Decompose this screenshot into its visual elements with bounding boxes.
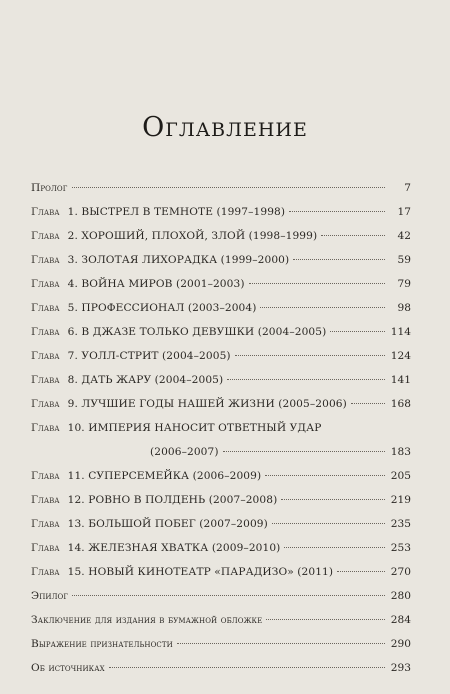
dot-leader	[235, 355, 385, 356]
page-number: 280	[390, 590, 411, 602]
dot-leader	[177, 643, 385, 644]
entry-title: 11. СУПЕРСЕМЕЙКА (2006–2009)	[67, 470, 262, 482]
page-number: 79	[397, 278, 411, 290]
toc-entry	[31, 488, 411, 512]
toc-entry	[31, 608, 411, 632]
toc-entry	[31, 560, 411, 584]
entry-title: 4. ВОЙНА МИРОВ (2001–2003)	[67, 278, 245, 290]
entry-title: Эпилог	[31, 590, 69, 602]
dot-leader	[293, 259, 385, 260]
dot-leader	[337, 571, 385, 572]
page-number: 290	[390, 638, 411, 650]
dot-leader	[266, 619, 385, 620]
toc-entry	[31, 416, 411, 440]
chapter-label: Глава	[31, 470, 60, 482]
toc-entry	[31, 464, 411, 488]
dot-leader	[284, 547, 385, 548]
page-number: 219	[390, 494, 411, 506]
page-number: 59	[397, 254, 411, 266]
toc-entry	[31, 536, 411, 560]
dot-leader	[260, 307, 385, 308]
entry-title: 12. РОВНО В ПОЛДЕНЬ (2007–2008)	[67, 494, 278, 506]
chapter-label: Глава	[31, 326, 60, 338]
entry-title: 9. ЛУЧШИЕ ГОДЫ НАШЕЙ ЖИЗНИ (2005–2006)	[67, 398, 347, 410]
toc-entry	[31, 344, 411, 368]
entry-title: 1. ВЫСТРЕЛ В ТЕМНОТЕ (1997–1998)	[67, 206, 286, 218]
entry-title: 13. БОЛЬШОЙ ПОБЕГ (2007–2009)	[67, 518, 268, 530]
entry-title: Заключение для издания в бумажной обложке	[31, 614, 263, 626]
table-of-contents	[31, 176, 411, 680]
entry-title: Пролог	[31, 182, 68, 194]
page-number: 235	[390, 518, 411, 530]
page-title: Оглавление	[142, 112, 308, 143]
toc-entry	[31, 584, 411, 608]
entry-title: Выражение признательности	[31, 638, 173, 650]
dot-leader	[265, 475, 385, 476]
page-number: 7	[404, 182, 411, 194]
toc-entry	[31, 320, 411, 344]
toc-entry	[31, 296, 411, 320]
dot-leader	[109, 667, 385, 668]
page-number: 284	[390, 614, 411, 626]
page-number: 124	[390, 350, 411, 362]
page-number: 253	[390, 542, 411, 554]
toc-entry	[31, 200, 411, 224]
page-number: 42	[397, 230, 411, 242]
page-number: 141	[390, 374, 411, 386]
chapter-label: Глава	[31, 206, 60, 218]
entry-title: 5. ПРОФЕССИОНАЛ (2003–2004)	[67, 302, 257, 314]
chapter-label: Глава	[31, 398, 60, 410]
entry-title: 14. ЖЕЛЕЗНАЯ ХВАТКА (2009–2010)	[67, 542, 281, 554]
page-number: 114	[390, 326, 411, 338]
chapter-label: Глава	[31, 374, 60, 386]
chapter-label: Глава	[31, 422, 60, 434]
toc-entry	[31, 176, 411, 200]
dot-leader	[223, 451, 385, 452]
entry-title: 15. НОВЫЙ КИНОТЕАТР «ПАРАДИЗО» (2011)	[67, 566, 334, 578]
page-number: 205	[390, 470, 411, 482]
page-number: 17	[397, 206, 411, 218]
toc-entry	[31, 512, 411, 536]
chapter-label: Глава	[31, 230, 60, 242]
dot-leader	[289, 211, 385, 212]
entry-title: Об источниках	[31, 662, 105, 674]
dot-leader	[351, 403, 385, 404]
entry-title: 2. ХОРОШИЙ, ПЛОХОЙ, ЗЛОЙ (1998–1999)	[67, 230, 318, 242]
dot-leader	[321, 235, 385, 236]
chapter-label: Глава	[31, 518, 60, 530]
toc-entry	[31, 632, 411, 656]
dot-leader	[330, 331, 385, 332]
chapter-label: Глава	[31, 494, 60, 506]
page-number: 293	[390, 662, 411, 674]
entry-title: 10. ИМПЕРИЯ НАНОСИТ ОТВЕТНЫЙ УДАР	[67, 422, 322, 434]
entry-title: 3. ЗОЛОТАЯ ЛИХОРАДКА (1999–2000)	[67, 254, 290, 266]
chapter-label: Глава	[31, 350, 60, 362]
toc-entry	[31, 656, 411, 680]
page-number: 168	[390, 398, 411, 410]
toc-entry	[31, 368, 411, 392]
chapter-label: Глава	[31, 278, 60, 290]
toc-entry	[31, 248, 411, 272]
dot-leader	[227, 379, 385, 380]
chapter-label: Глава	[31, 254, 60, 266]
toc-entry	[31, 224, 411, 248]
page-number: 270	[390, 566, 411, 578]
entry-title: 7. УОЛЛ-СТРИТ (2004–2005)	[67, 350, 231, 362]
dot-leader	[272, 523, 385, 524]
chapter-label: Глава	[31, 542, 60, 554]
entry-title: 8. ДАТЬ ЖАРУ (2004–2005)	[67, 374, 224, 386]
chapter-label: Глава	[31, 302, 60, 314]
toc-entry	[31, 272, 411, 296]
dot-leader	[249, 283, 385, 284]
dot-leader	[72, 595, 385, 596]
dot-leader	[72, 187, 385, 188]
page-number: 98	[397, 302, 411, 314]
page-number: 183	[390, 446, 411, 458]
toc-entry	[31, 392, 411, 416]
chapter-label: Глава	[31, 566, 60, 578]
entry-title: (2006–2007)	[150, 446, 219, 458]
entry-title: 6. В ДЖАЗЕ ТОЛЬКО ДЕВУШКИ (2004–2005)	[67, 326, 327, 338]
dot-leader	[281, 499, 385, 500]
toc-entry	[31, 440, 411, 464]
